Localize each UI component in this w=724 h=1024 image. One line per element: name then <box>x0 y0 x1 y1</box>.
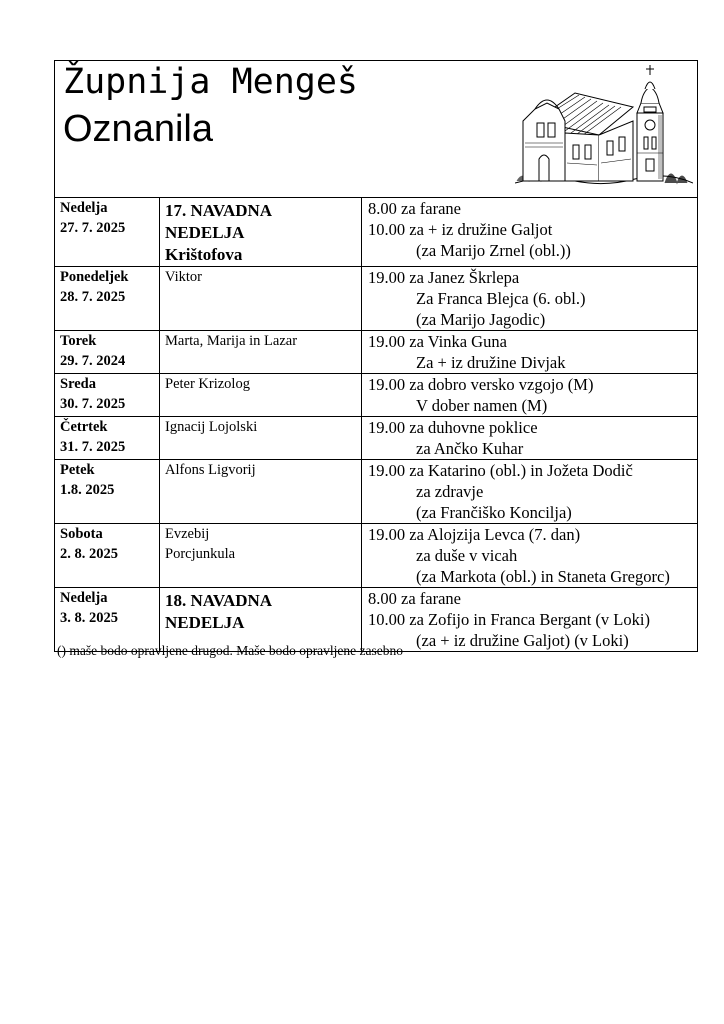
mass-intention: (za + iz družine Galjot) (v Loki) <box>416 631 629 650</box>
schedule-row <box>55 267 697 331</box>
saint-cell <box>160 267 362 331</box>
mass-intention: 8.00 za farane <box>368 589 461 608</box>
saint-name: Viktor <box>165 269 202 285</box>
day-name: Sobota <box>60 526 103 542</box>
mass-cell <box>362 417 698 460</box>
mass-intention: 19.00 za dobro versko vzgojo (M) <box>368 375 594 394</box>
day-date: 29. 7. 2024 <box>60 353 126 369</box>
day-cell <box>55 198 160 267</box>
mass-intention: 10.00 za + iz družine Galjot <box>368 220 553 239</box>
mass-intention: 19.00 za Katarino (obl.) in Jožeta Dodič <box>368 461 633 480</box>
schedule-row <box>55 198 697 267</box>
day-date: 2. 8. 2025 <box>60 546 118 562</box>
page-title: Oznanila <box>63 108 213 150</box>
mass-cell <box>362 374 698 417</box>
saint-cell <box>160 198 362 267</box>
day-cell <box>55 267 160 331</box>
saint-cell <box>160 524 362 588</box>
day-date: 31. 7. 2025 <box>60 439 126 455</box>
schedule-row <box>55 417 697 460</box>
feast-line: 18. NAVADNA <box>165 591 273 610</box>
day-name: Petek <box>60 462 95 478</box>
schedule-row <box>55 524 697 588</box>
saint-name: Porcjunkula <box>165 546 236 562</box>
saint-name: Marta, Marija in Lazar <box>165 333 298 349</box>
day-cell <box>55 374 160 417</box>
mass-intention: 19.00 za Vinka Guna <box>368 332 507 351</box>
day-cell <box>55 417 160 460</box>
mass-intention: 19.00 za Janez Škrlepa <box>368 268 520 287</box>
feast-line: Krištofova <box>165 245 243 264</box>
schedule-row <box>55 374 697 417</box>
mass-cell <box>362 460 698 524</box>
mass-intention: za duše v vicah <box>416 546 518 565</box>
mass-cell <box>362 524 698 588</box>
mass-intention: Za Franca Blejca (6. obl.) <box>416 289 586 308</box>
saint-cell <box>160 331 362 374</box>
mass-cell <box>362 588 698 652</box>
day-date: 3. 8. 2025 <box>60 610 118 626</box>
mass-intention: V dober namen (M) <box>416 396 548 415</box>
mass-schedule-table <box>55 198 697 651</box>
church-drawing-icon <box>515 63 693 193</box>
mass-intention: 19.00 za duhovne poklice <box>368 418 538 437</box>
saint-cell <box>160 417 362 460</box>
schedule-row <box>55 331 697 374</box>
parish-title: Župnija Mengeš <box>63 62 359 102</box>
mass-intention: za zdravje <box>416 482 484 501</box>
day-date: 1.8. 2025 <box>60 482 115 498</box>
feast-line: 17. NAVADNA <box>165 201 273 220</box>
day-cell <box>55 460 160 524</box>
mass-intention: (za Frančiško Koncilja) <box>416 503 572 522</box>
mass-intention: 10.00 za Zofijo in Franca Bergant (v Loki) <box>368 610 650 629</box>
day-date: 28. 7. 2025 <box>60 289 126 305</box>
mass-intention: (za Marijo Jagodic) <box>416 310 546 329</box>
mass-cell <box>362 267 698 331</box>
feast-line: NEDELJA <box>165 613 245 632</box>
day-name: Četrtek <box>60 419 108 435</box>
mass-intention: 8.00 za farane <box>368 199 461 218</box>
day-name: Torek <box>60 333 97 349</box>
day-date: 27. 7. 2025 <box>60 220 126 236</box>
day-name: Ponedeljek <box>60 269 129 285</box>
day-name: Sreda <box>60 376 96 392</box>
mass-cell <box>362 198 698 267</box>
day-date: 30. 7. 2025 <box>60 396 126 412</box>
schedule-row <box>55 460 697 524</box>
day-name: Nedelja <box>60 590 108 606</box>
feast-line: NEDELJA <box>165 223 245 242</box>
saint-cell <box>160 374 362 417</box>
mass-intention: Za + iz družine Divjak <box>416 353 566 372</box>
day-name: Nedelja <box>60 200 108 216</box>
announcement-sheet <box>54 60 698 652</box>
day-cell <box>55 524 160 588</box>
saint-cell <box>160 460 362 524</box>
saint-name: Peter Krizolog <box>165 376 250 392</box>
saint-name: Alfons Ligvorij <box>165 462 256 478</box>
saint-name: Evzebij <box>165 526 210 542</box>
header <box>55 61 697 198</box>
mass-intention: 19.00 za Alojzija Levca (7. dan) <box>368 525 581 544</box>
saint-name: Ignacij Lojolski <box>165 419 258 435</box>
mass-cell <box>362 331 698 374</box>
mass-intention: (za Marijo Zrnel (obl.)) <box>416 241 571 260</box>
day-cell <box>55 331 160 374</box>
mass-intention: za Ančko Kuhar <box>416 439 524 458</box>
footnote: () maše bodo opravljene drugod. Maše bodo opravljene zasebno <box>57 643 404 658</box>
mass-intention: (za Markota (obl.) in Staneta Gregorc) <box>416 567 670 586</box>
